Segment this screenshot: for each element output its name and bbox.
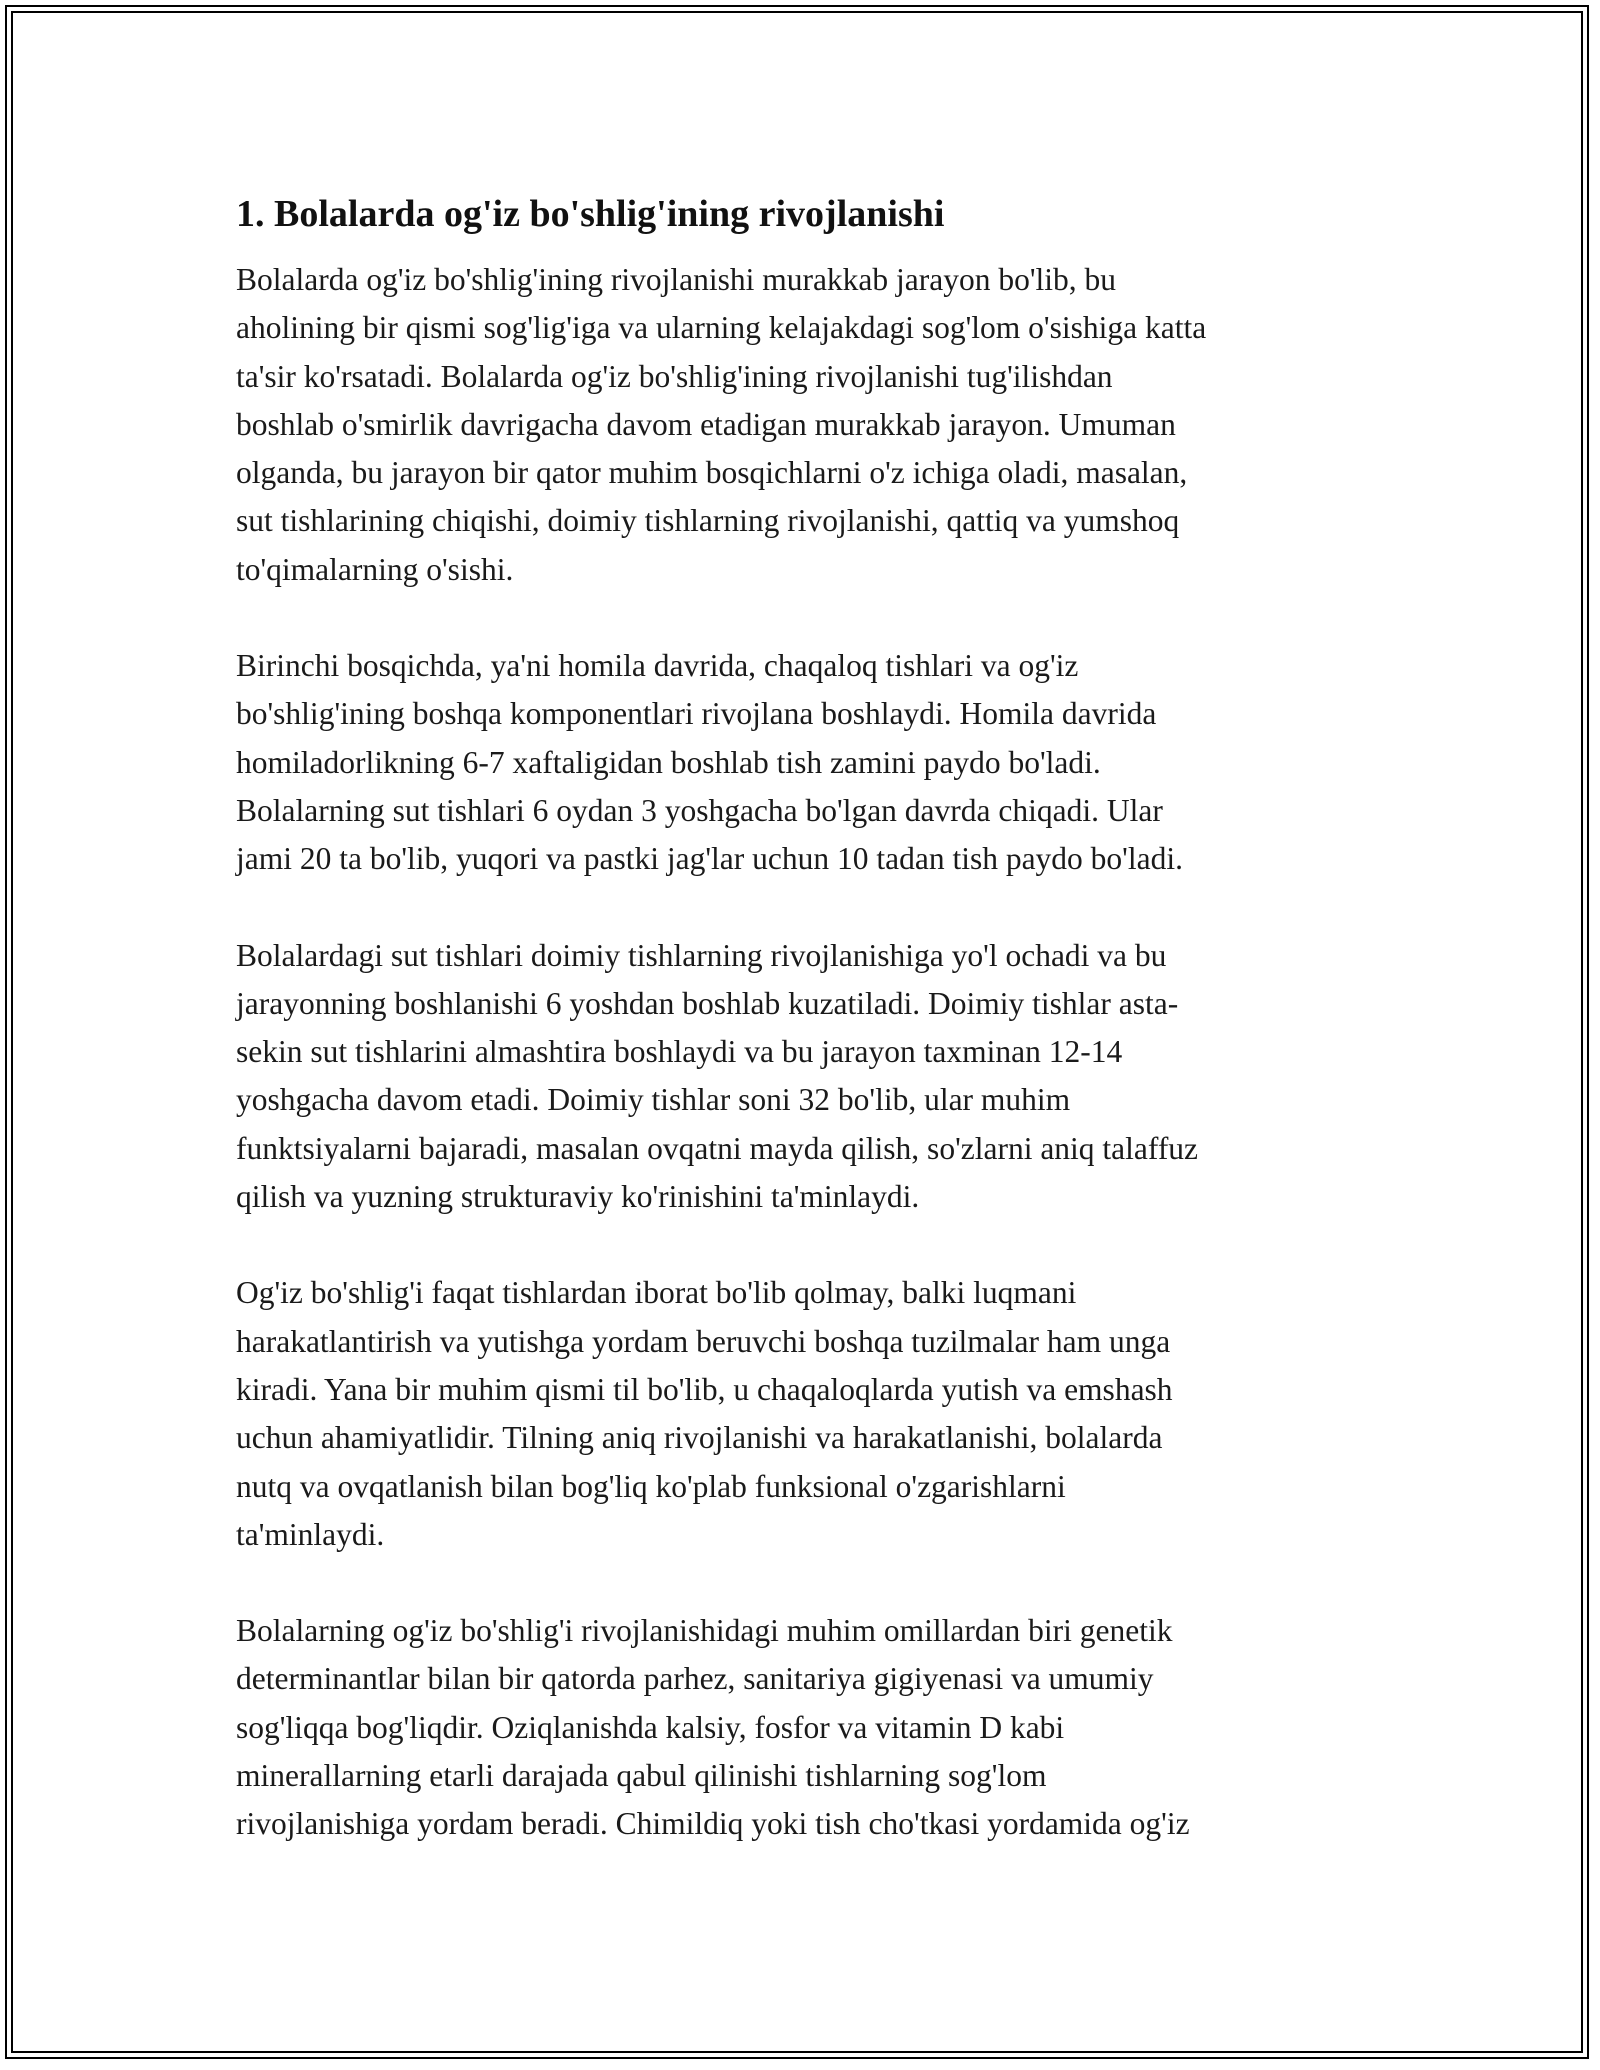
- text-line: rivojlanishiga yordam beradi. Chimildiq yoki tish cho'tkasi yordamida og'iz: [236, 1806, 1190, 1842]
- text-line: Bolalarda og'iz bo'shlig'ining rivojlanishi murakkab jarayon bo'lib, bu: [236, 262, 1117, 297]
- text-line: bo'shlig'ining boshqa komponentlari rivojlana boshlaydi. Homila davrida: [236, 696, 1157, 732]
- paragraph-3: [236, 932, 1376, 1222]
- text-line: olganda, bu jarayon bir qator muhim bosqichlarni o'z ichiga oladi, masalan,: [236, 455, 1188, 491]
- text-line: qilish va yuzning strukturaviy ko'rinishini ta'minlaydi.: [236, 1179, 920, 1215]
- text-line: Bolalarning sut tishlari 6 oydan 3 yoshgacha bo'lgan davrda chiqadi. Ular: [236, 792, 1163, 828]
- text-line: ta'sir ko'rsatadi. Bolalarda og'iz bo'shlig'ining rivojlanishi tug'ilishdan: [236, 358, 1113, 394]
- text-line: to'qimalarning o'sishi.: [236, 551, 514, 587]
- text-line: kiradi. Yana bir muhim qismi til bo'lib, u chaqaloqlarda yutish va emshash: [236, 1371, 1173, 1407]
- text-line: Bolalarning og'iz bo'shlig'i rivojlanishidagi muhim omillardan biri genetik: [236, 1613, 1173, 1649]
- text-line: boshlab o'smirlik davrigacha davom etadigan murakkab jarayon. Umuman: [236, 406, 1176, 442]
- text-line: funktsiyalarni bajaradi, masalan ovqatni mayda qilish, so'zlarni aniq talaffuz: [236, 1130, 1199, 1166]
- text-line: harakatlantirish va yutishga yordam beruvchi boshqa tuzilmalar ham unga: [236, 1323, 1171, 1359]
- document-body: [236, 186, 1376, 1897]
- text-line: determinantlar bilan bir qatorda parhez, sanitariya gigiyenasi va umumiy: [236, 1661, 1154, 1697]
- paragraph-5: [236, 1607, 1376, 1848]
- paragraph-4: [236, 1269, 1376, 1559]
- text-line: ta'minlaydi.: [236, 1516, 385, 1552]
- text-line: yoshgacha davom etadi. Doimiy tishlar soni 32 bo'lib, ular muhim: [236, 1082, 1071, 1118]
- paragraph-2: [236, 642, 1376, 883]
- text-line: aholining bir qismi sog'lig'iga va ularning kelajakdagi sog'lom o'sishiga katta: [236, 310, 1207, 346]
- text-line: sog'liqqa bog'liqdir. Oziqlanishda kalsiy, fosfor va vitamin D kabi: [236, 1709, 1065, 1745]
- text-line: homiladorlikning 6-7 xaftaligidan boshlab tish zamini paydo bo'ladi.: [236, 744, 1101, 780]
- text-line: uchun ahamiyatlidir. Tilning aniq rivojlanishi va harakatlanishi, bolalarda: [236, 1420, 1163, 1456]
- text-line: Bolalardagi sut tishlari doimiy tishlarning rivojlanishiga yo'l ochadi va bu: [236, 937, 1167, 973]
- text-line: sut tishlarining chiqishi, doimiy tishlarning rivojlanishi, qattiq va yumshoq: [236, 503, 1180, 539]
- text-line: minerallarning etarli darajada qabul qilinishi tishlarning sog'lom: [236, 1758, 1047, 1794]
- text-line: jarayonning boshlanishi 6 yoshdan boshlab kuzatiladi. Doimiy tishlar asta-: [236, 985, 1179, 1021]
- text-line: Og'iz bo'shlig'i faqat tishlardan iborat bo'lib qolmay, balki luqmani: [236, 1275, 1077, 1311]
- text-line: sekin sut tishlarini almashtira boshlaydi va bu jarayon taxminan 12-14: [236, 1034, 1123, 1070]
- text-line: jami 20 ta bo'lib, yuqori va pastki jag'lar uchun 10 tadan tish paydo bo'ladi.: [236, 841, 1183, 877]
- section-title: 1. Bolalarda og'iz bo'shlig'ining rivojlanishi: [236, 193, 945, 235]
- paragraph-1: [236, 256, 1376, 594]
- text-line: Birinchi bosqichda, ya'ni homila davrida, chaqaloq tishlari va og'iz: [236, 648, 1079, 684]
- text-line: nutq va ovqatlanish bilan bog'liq ko'plab funksional o'zgarishlarni: [236, 1468, 1066, 1504]
